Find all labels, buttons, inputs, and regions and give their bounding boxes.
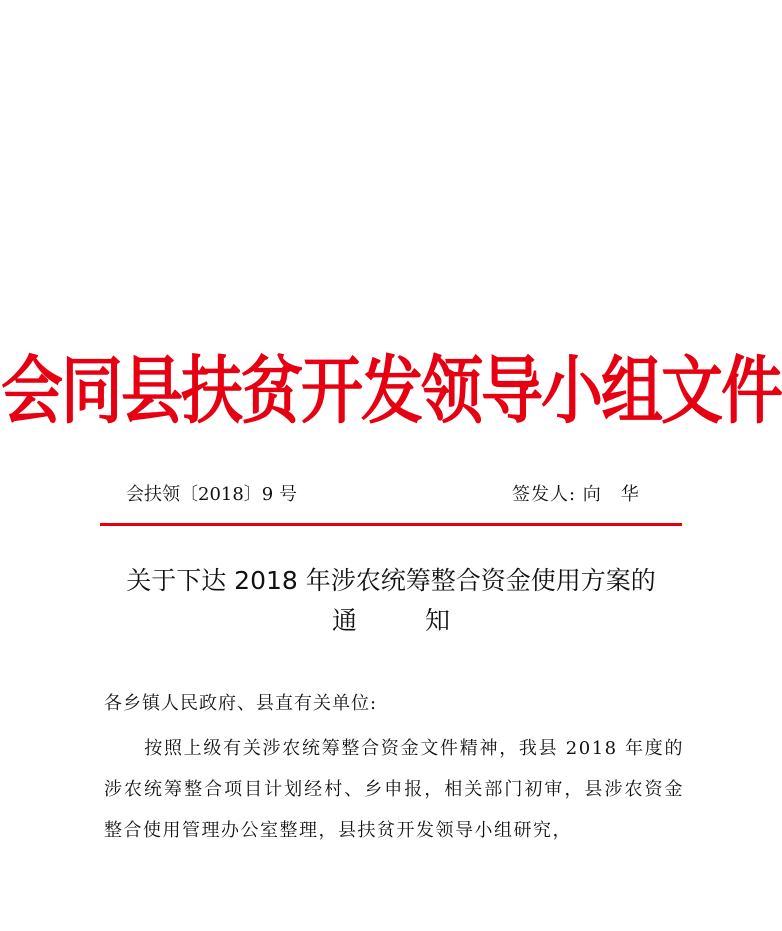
document-title-line-1: 关于下达 2018 年涉农统筹整合资金使用方案的 xyxy=(126,566,656,595)
salutation: 各乡镇人民政府、县直有关单位: xyxy=(104,693,378,714)
red-header-title: 会同县扶贫开发领导小组文件 xyxy=(0,347,781,434)
body-paragraph-text: 按照上级有关涉农统筹整合资金文件精神，我县 2018 年度的涉农统筹整合项目计划经村、乡申报，相关部门初审，县涉农资金整合使用管理办公室整理，县扶贫开发领导小组研究， xyxy=(104,738,684,841)
document-number: 会扶领〔2018〕9 号 xyxy=(126,484,297,505)
body-paragraph xyxy=(104,728,684,851)
red-divider-line xyxy=(100,523,682,526)
document-title-line-2: 通知 xyxy=(331,606,518,635)
signer: 签发人: 向 华 xyxy=(512,484,640,505)
